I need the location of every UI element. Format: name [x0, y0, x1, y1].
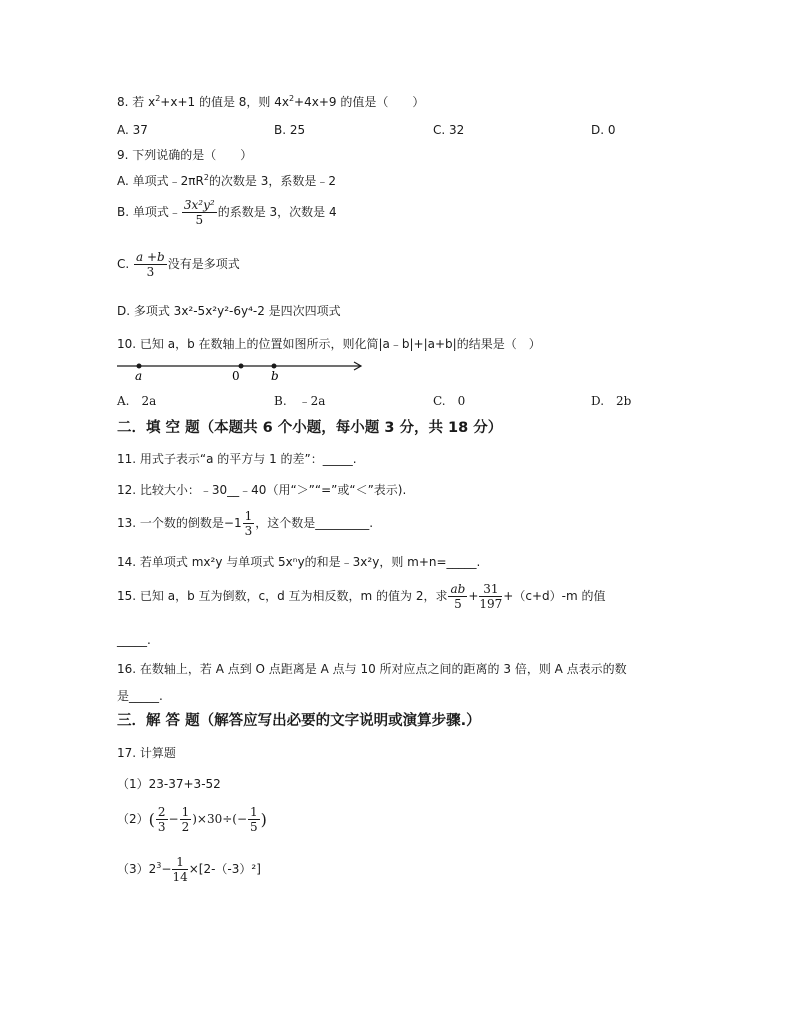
q9-c-num: a +b	[136, 250, 165, 264]
q13-suffix: ，这个数是_________.	[255, 516, 374, 530]
q15-prefix: 15. 已知 a，b 互为倒数，c，d 互为相反数，m 的值为 2，求	[117, 589, 448, 603]
q13	[117, 509, 373, 538]
q12: 12. 比较大小：﹣30__﹣40（用“＞”“=”或“＜”表示).	[117, 483, 407, 497]
q17-p2-a-num: 2	[157, 805, 166, 819]
q10-option-d: D. 2b	[591, 394, 632, 408]
section-2-title: 二．填 空 题（本题共 6 个小题，每小题 3 分，共 18 分）	[117, 420, 503, 436]
point-0-label: 0	[232, 369, 240, 383]
q10-option-a: A. 2a	[117, 394, 157, 408]
q17-p3-den: 14	[172, 870, 188, 884]
q15-plus: +	[468, 589, 479, 603]
q15-fraction-1	[448, 582, 467, 611]
q9-c-suffix: 没有是多项式	[167, 257, 240, 271]
q9-c-prefix: C.	[117, 257, 130, 271]
q13-prefix: 13. 一个数的倒数是−1	[117, 516, 242, 530]
q8-stem: 8. 若 $x^2+x+1$ 的值是 8，则 $4x^2+4x+9$ 的值是（ ）	[117, 94, 425, 109]
q15-f2-den: 197	[479, 597, 503, 611]
q9-option-c	[117, 250, 240, 279]
q17-p3-suffix: ×[2-（-3）²]	[188, 862, 261, 876]
q17-p2-b-num: 1	[181, 805, 190, 819]
q15-fraction-2	[479, 582, 502, 611]
q15-suffix: +（c+d）-m 的值	[503, 589, 606, 603]
q17-part-3	[117, 855, 261, 884]
q13-num: 1	[244, 509, 253, 523]
q15	[117, 582, 605, 611]
q8-stem-mid: +x+1 的值是 8，则 4x	[160, 95, 289, 109]
q17-p3-exp: 3	[156, 861, 162, 870]
q13-den: 3	[244, 524, 253, 538]
point-0-dot	[239, 364, 244, 369]
q9-b-num: 3x²y²	[183, 198, 215, 212]
q15-f2-num: 31	[479, 582, 502, 597]
q17-stem: 17. 计算题	[117, 746, 176, 760]
q17-p2-label: （2）	[117, 812, 149, 826]
q8-option-c: C. 32	[433, 123, 465, 137]
q9-c-den: 3	[146, 265, 155, 279]
q17-p2-c-num: 1	[250, 805, 258, 819]
q11: 11. 用式子表示“a 的平方与 1 的差”：_____.	[117, 452, 357, 466]
q17-p2-fraction-b	[180, 805, 192, 834]
q9-a-prefix: A. 单项式﹣2πR	[117, 174, 204, 188]
q9-option-b	[117, 198, 337, 227]
q10-stem: 10. 已知 a，b 在数轴上的位置如图所示，则化简|a﹣b|+|a+b|的结果是（ ）	[117, 337, 541, 351]
point-a-dot	[137, 364, 142, 369]
q9-b-den: 5	[195, 213, 204, 227]
q9-c-fraction	[134, 250, 167, 279]
q17-p3-num: 1	[172, 855, 187, 870]
q17-p2-open-paren: (	[148, 810, 155, 829]
q9-a-suffix: 的次数是 3，系数是﹣2	[208, 174, 337, 188]
q17-p2-fraction-c	[248, 805, 260, 834]
q9-b-suffix: 的系数是 3，次数是 4	[217, 205, 337, 219]
point-b-dot	[272, 364, 277, 369]
q17-p2-c-den: 5	[250, 820, 258, 834]
q17-part-2	[117, 805, 267, 834]
point-a-label: a	[135, 369, 143, 383]
q17-part-1: （1）23-37+3-52	[117, 777, 221, 791]
q9-b-fraction	[182, 198, 217, 227]
q9-b-prefix: B. 单项式﹣	[117, 205, 181, 219]
q16-line-1: 16. 在数轴上，若 A 点到 O 点距离是 A 点与 10 所对应点之间的距离的 3 倍，则 A 点表示的数	[117, 662, 627, 676]
q17-p2-b-den: 2	[181, 820, 190, 834]
q10-number-line	[117, 357, 367, 383]
q17-p2-close-paren: )	[260, 810, 267, 829]
q15-blank: _____.	[117, 633, 151, 647]
q16-line-2: 是_____.	[117, 689, 163, 703]
q14: 14. 若单项式 mx²y 与单项式 5xⁿy的和是﹣3x²y，则 m+n=_____.	[117, 555, 481, 569]
q8-stem-suffix: +4x+9 的值是（ ）	[294, 95, 425, 109]
q9-option-a: A. 单项式$﹣2\pi R^2$的次数是 3，系数是﹣2	[117, 173, 337, 188]
q8-option-b: B. 25	[274, 123, 306, 137]
q8-option-d: D. 0	[591, 123, 616, 137]
q10-option-c: C. 0	[433, 394, 466, 408]
q10-option-b: B. ﹣2a	[274, 394, 326, 408]
q15-f1-num: ab	[450, 582, 466, 596]
section-3-title: 三．解 答 题（解答应写出必要的文字说明或演算步骤.）	[117, 713, 481, 729]
q17-p2-fraction-a	[156, 805, 168, 834]
point-b-label: b	[271, 369, 279, 383]
q17-p2-mid: )×30÷(−	[192, 812, 248, 826]
q9-option-d: D. 多项式 3x²-5x²y²-6y⁴-2 是四次四项式	[117, 304, 341, 318]
q17-p2-minus: −	[168, 812, 179, 826]
q8-stem-prefix: 8. 若 x	[117, 95, 156, 109]
q13-fraction	[243, 509, 255, 538]
q15-f1-den: 5	[454, 597, 462, 611]
q17-p2-a-den: 3	[157, 820, 166, 834]
q8-option-a: A. 37	[117, 123, 148, 137]
q17-p3-fraction	[172, 855, 187, 884]
q17-p3-minus: −	[161, 862, 172, 876]
q9-stem: 9. 下列说确的是（ ）	[117, 148, 253, 162]
q17-p3-label: （3）2	[117, 862, 157, 876]
